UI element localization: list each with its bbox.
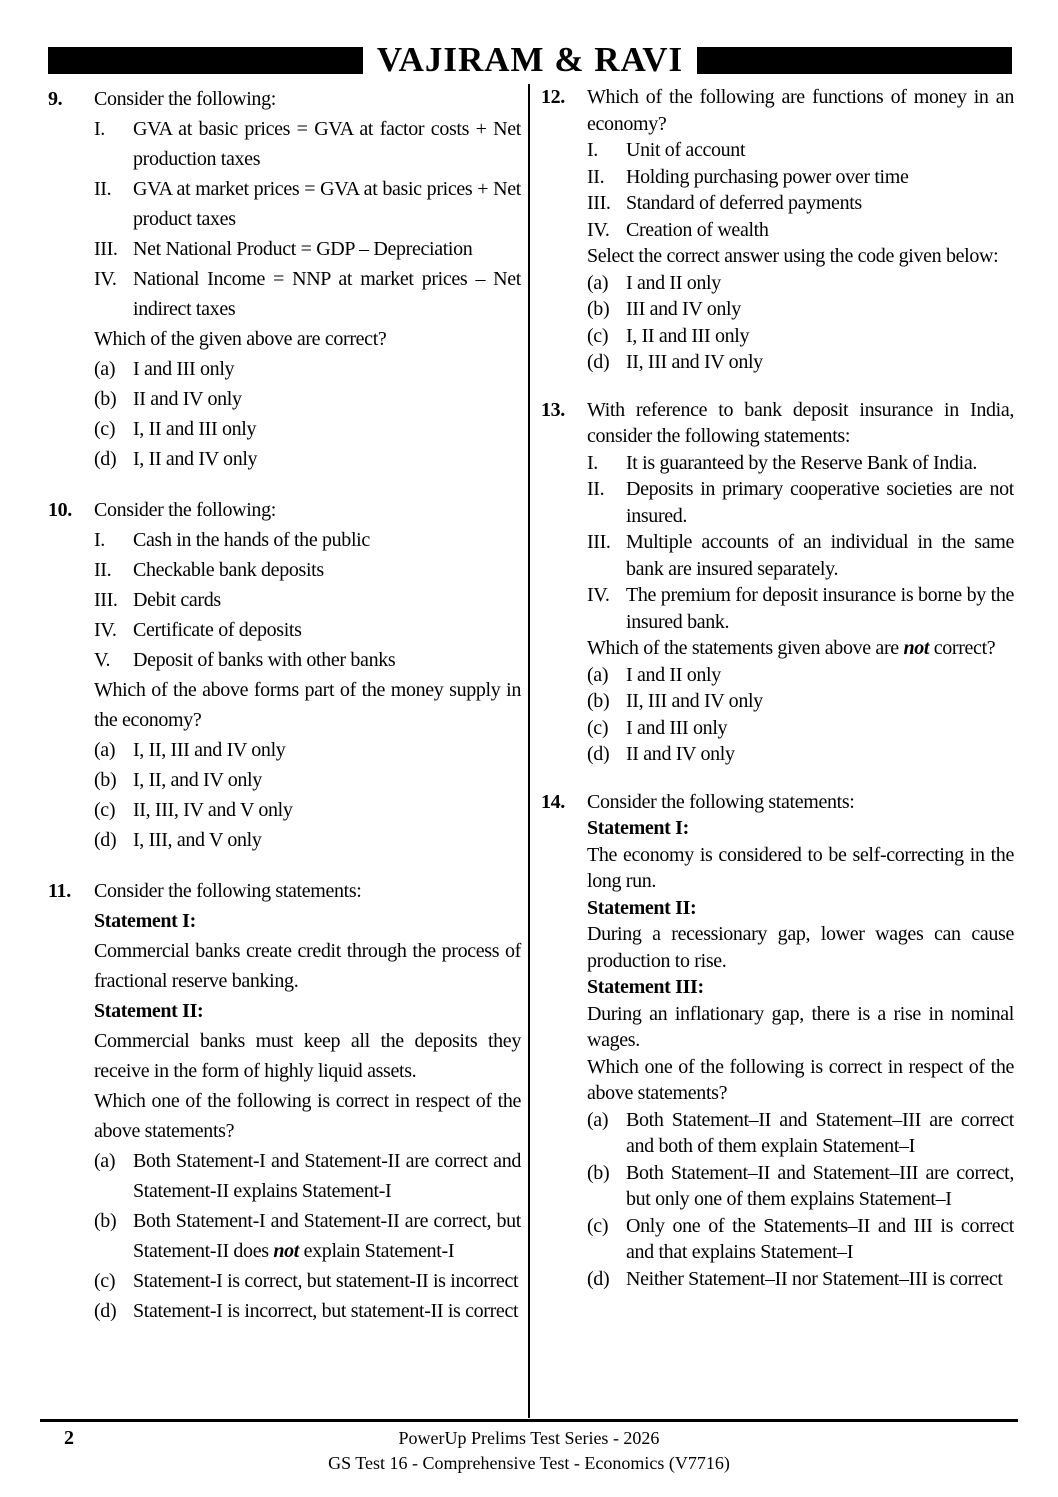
item-label: II. <box>587 478 605 500</box>
option-label: (a) <box>94 1150 116 1172</box>
paragraph <box>587 1054 1014 1107</box>
item-text <box>133 525 521 555</box>
list-item <box>587 476 1014 529</box>
text-run: Deposit of banks with other banks <box>133 649 396 671</box>
page-header <box>48 42 1012 78</box>
text-run: Both Statement–II and Statement–III are correct, but only one of them explains Statement–I <box>626 1161 1014 1210</box>
column-right <box>530 84 1014 1418</box>
text-run: Statement I: <box>94 910 196 932</box>
text-run: Statement II: <box>94 1000 204 1022</box>
text-run: Commercial banks create credit through the process of fractional reserve banking. <box>94 940 521 992</box>
item-label: I. <box>94 529 105 551</box>
option-label: (c) <box>587 1214 609 1237</box>
question-number: 9. <box>48 88 63 110</box>
paragraph <box>94 906 521 936</box>
answer-option <box>94 1296 521 1326</box>
list-item <box>587 164 1014 191</box>
item-label: II. <box>94 178 112 200</box>
option-text <box>626 296 1014 323</box>
text-run: Standard of deferred payments <box>626 192 862 214</box>
paragraph <box>587 842 1014 895</box>
text-run: I and II only <box>626 663 721 686</box>
item-label: IV. <box>94 268 117 290</box>
option-label: (b) <box>94 1210 117 1232</box>
text-run: Both Statement-I and Statement-II are correct and Statement-II explains Statement-I <box>133 1150 521 1202</box>
list-item <box>94 174 521 234</box>
text-run: Both Statement–II and Statement–III are correct and both of them explain Statement–I <box>626 1108 1014 1157</box>
question <box>48 876 521 1326</box>
text-run: Which one of the following is correct in respect of the above statements? <box>94 1090 521 1142</box>
option-label: (d) <box>94 448 117 470</box>
item-label: V. <box>94 649 111 671</box>
text-run: I, II and III only <box>133 418 257 440</box>
footer-rule <box>40 1419 1018 1422</box>
answer-option <box>587 296 1014 323</box>
item-text <box>626 529 1014 582</box>
option-text <box>626 349 1014 376</box>
question-body <box>94 84 521 474</box>
answer-option <box>94 1206 521 1266</box>
item-text <box>133 645 521 675</box>
text-run: II, III and IV only <box>626 351 763 373</box>
list-item <box>587 137 1014 164</box>
option-label: (b) <box>587 298 610 320</box>
question-number: 14. <box>541 790 565 813</box>
text-run: Commercial banks must keep all the deposits they receive in the form of highly liquid assets. <box>94 1030 521 1082</box>
text-run: II, III, IV and V only <box>133 799 293 821</box>
text-run: I, II and III only <box>626 324 750 347</box>
option-text <box>133 765 521 795</box>
option-text <box>626 1213 1014 1266</box>
text-run: Consider the following: <box>94 499 276 521</box>
item-text <box>133 174 521 234</box>
text-run: Debit cards <box>133 589 221 611</box>
item-text <box>626 450 1014 477</box>
list-item <box>94 585 521 615</box>
text-run: The premium for deposit insurance is borne by the insured bank. <box>626 584 1014 633</box>
text-run: Both Statement-I and Statement-II are correct, but Statement-II does <box>133 1210 521 1262</box>
item-label: I. <box>587 451 598 474</box>
text-run: I and II only <box>626 271 721 294</box>
text-run: Which of the given above are correct? <box>94 328 387 350</box>
item-text <box>133 615 521 645</box>
text-run: Statement-I is correct, but statement-II is incorrect <box>133 1270 519 1292</box>
option-label: (a) <box>587 271 609 294</box>
text-run: I, II, and IV only <box>133 769 262 791</box>
option-label: (d) <box>94 1300 117 1322</box>
header-right-bar <box>697 47 1012 74</box>
question <box>48 84 521 474</box>
text-run: Which of the above forms part of the money supply in the economy? <box>94 679 521 731</box>
answer-option <box>94 735 521 765</box>
option-label: (c) <box>587 324 609 347</box>
paragraph <box>94 1086 521 1146</box>
answer-option <box>587 1213 1014 1266</box>
paragraph <box>587 84 1014 137</box>
option-label: (c) <box>587 716 609 739</box>
answer-option <box>94 765 521 795</box>
answer-option <box>587 688 1014 715</box>
option-label: (d) <box>587 1267 610 1290</box>
option-text <box>626 270 1014 297</box>
text-run: correct? <box>929 637 996 659</box>
option-text <box>626 1266 1014 1293</box>
answer-option <box>94 354 521 384</box>
option-text <box>626 323 1014 350</box>
item-label: IV. <box>94 619 117 641</box>
option-label: (b) <box>94 388 117 410</box>
answer-option <box>587 662 1014 689</box>
text-run: explain Statement-I <box>298 1240 455 1262</box>
answer-option <box>587 741 1014 768</box>
text-run: GVA at market prices = GVA at basic prices + Net product taxes <box>133 178 521 230</box>
text-run: With reference to bank deposit insurance in India, consider the following statements: <box>587 398 1014 447</box>
option-text <box>133 795 521 825</box>
item-text <box>626 582 1014 635</box>
text-run: II and IV only <box>133 388 242 410</box>
header-left-bar <box>48 47 363 74</box>
text-run: I and III only <box>133 358 235 380</box>
paragraph <box>587 635 1014 662</box>
text-run: I, II, III and IV only <box>133 739 286 761</box>
list-item <box>94 525 521 555</box>
paragraph <box>94 936 521 996</box>
text-run: Neither Statement–II nor Statement–III is correct <box>626 1267 1003 1290</box>
option-text <box>626 715 1014 742</box>
option-text <box>133 1206 521 1266</box>
option-text <box>133 414 521 444</box>
list-item <box>94 234 521 264</box>
item-text <box>133 585 521 615</box>
question-body <box>587 84 1014 376</box>
text-run: Unit of account <box>626 139 746 161</box>
item-text <box>133 234 521 264</box>
option-text <box>133 825 521 855</box>
list-item <box>94 555 521 585</box>
text-run: II and IV only <box>626 743 735 765</box>
paragraph <box>587 789 1014 816</box>
question <box>541 397 1014 768</box>
question-body <box>94 495 521 855</box>
item-label: I. <box>94 118 105 140</box>
text-run: Checkable bank deposits <box>133 559 324 581</box>
list-item <box>94 615 521 645</box>
option-label: (c) <box>94 418 116 440</box>
item-label: II. <box>587 165 605 188</box>
option-label: (b) <box>94 769 117 791</box>
text-run: Only one of the Statements–II and III is correct and that explains Statement–I <box>626 1214 1014 1263</box>
item-label: I. <box>587 139 598 161</box>
answer-option <box>94 384 521 414</box>
text-run: During an inflationary gap, there is a rise in nominal wages. <box>587 1002 1014 1051</box>
text-run: Cash in the hands of the public <box>133 529 370 551</box>
text-run: Statement II: <box>587 896 697 919</box>
text-run: III and IV only <box>626 298 741 320</box>
paragraph <box>94 996 521 1026</box>
text-run: I and III only <box>626 716 728 739</box>
paragraph <box>94 675 521 735</box>
text-run: Statement I: <box>587 817 689 839</box>
option-label: (a) <box>587 1108 609 1131</box>
option-text <box>626 662 1014 689</box>
question-number: 12. <box>541 86 565 108</box>
paragraph <box>587 243 1014 270</box>
item-label: III. <box>94 589 118 611</box>
question-body <box>587 397 1014 768</box>
question <box>541 789 1014 1293</box>
answer-option <box>94 795 521 825</box>
question-body <box>587 789 1014 1293</box>
answer-option <box>94 1266 521 1296</box>
footer-series: PowerUp Prelims Test Series - 2026 <box>398 1428 660 1448</box>
paragraph <box>587 815 1014 842</box>
answer-option <box>94 444 521 474</box>
list-item <box>587 217 1014 244</box>
list-item <box>587 450 1014 477</box>
answer-option <box>587 1160 1014 1213</box>
list-item <box>587 582 1014 635</box>
question-columns <box>48 84 1014 1418</box>
item-text <box>626 190 1014 217</box>
item-label: III. <box>587 531 611 553</box>
item-label: II. <box>94 559 112 581</box>
text-run: Consider the following statements: <box>94 880 362 902</box>
text-run: I, III, and V only <box>133 829 262 851</box>
option-text <box>626 1160 1014 1213</box>
paragraph <box>587 895 1014 922</box>
question-body <box>94 876 521 1326</box>
question <box>541 84 1014 376</box>
item-text <box>626 476 1014 529</box>
paragraph <box>587 921 1014 974</box>
item-label: III. <box>94 238 118 260</box>
text-run: Certificate of deposits <box>133 619 302 641</box>
option-text <box>133 1146 521 1206</box>
text-run: Creation of wealth <box>626 218 769 241</box>
answer-option <box>94 414 521 444</box>
question-number: 10. <box>48 499 72 521</box>
option-text <box>626 688 1014 715</box>
paragraph <box>94 324 521 354</box>
option-label: (b) <box>587 1161 610 1184</box>
option-text <box>133 354 521 384</box>
item-text <box>626 137 1014 164</box>
item-text <box>626 164 1014 191</box>
text-run: It is guaranteed by the Reserve Bank of India. <box>626 451 978 474</box>
paragraph <box>587 974 1014 1001</box>
paragraph <box>587 1001 1014 1054</box>
text-run: Deposits in primary cooperative societies are not insured. <box>626 478 1014 527</box>
text-run: Which of the statements given above are <box>587 637 904 659</box>
text-run: Statement III: <box>587 976 704 998</box>
item-text <box>626 217 1014 244</box>
text-run: The economy is considered to be self-correcting in the long run. <box>587 843 1014 892</box>
answer-option <box>94 1146 521 1206</box>
text-run: not <box>903 637 930 659</box>
answer-option <box>587 715 1014 742</box>
list-item <box>94 114 521 174</box>
option-label: (d) <box>94 829 117 851</box>
text-run: Statement-I is incorrect, but statement-II is correct <box>133 1300 519 1322</box>
option-label: (d) <box>587 351 610 373</box>
option-label: (b) <box>587 690 610 712</box>
question <box>48 495 521 855</box>
option-label: (a) <box>587 663 609 686</box>
option-text <box>133 1266 521 1296</box>
paragraph <box>94 1026 521 1086</box>
item-text <box>133 555 521 585</box>
option-text <box>133 384 521 414</box>
item-text <box>133 264 521 324</box>
text-run: I, II and IV only <box>133 448 258 470</box>
text-run: During a recessionary gap, lower wages can cause production to rise. <box>587 923 1014 972</box>
answer-option <box>587 349 1014 376</box>
answer-option <box>587 1107 1014 1160</box>
list-item <box>587 190 1014 217</box>
option-text <box>133 1296 521 1326</box>
answer-option <box>587 323 1014 350</box>
list-item <box>94 264 521 324</box>
answer-option <box>587 1266 1014 1293</box>
paragraph <box>94 495 521 525</box>
text-run: Consider the following: <box>94 88 276 110</box>
text-run: Which one of the following is correct in respect of the above statements? <box>587 1055 1014 1104</box>
paragraph <box>94 84 521 114</box>
option-text <box>626 1107 1014 1160</box>
option-label: (a) <box>94 358 116 380</box>
paragraph <box>587 397 1014 450</box>
text-run: Consider the following statements: <box>587 790 855 813</box>
option-text <box>133 735 521 765</box>
option-text <box>133 444 521 474</box>
text-run: GVA at basic prices = GVA at factor costs + Net production taxes <box>133 118 521 170</box>
page-number: 2 <box>64 1427 74 1449</box>
option-label: (a) <box>94 739 116 761</box>
item-text <box>133 114 521 174</box>
item-label: IV. <box>587 218 610 241</box>
question-number: 11. <box>48 880 71 902</box>
text-run: Select the correct answer using the code given below: <box>587 245 999 267</box>
text-run: Multiple accounts of an individual in the same bank are insured separately. <box>626 531 1014 580</box>
list-item <box>94 645 521 675</box>
option-label: (c) <box>94 799 116 821</box>
question-number: 13. <box>541 398 565 421</box>
footer-test: GS Test 16 - Comprehensive Test - Economics (V7716) <box>328 1453 730 1473</box>
paragraph <box>94 876 521 906</box>
text-run: II, III and IV only <box>626 690 763 712</box>
list-item <box>587 529 1014 582</box>
option-label: (c) <box>94 1270 116 1292</box>
text-run: Which of the following are functions of money in an economy? <box>587 86 1014 135</box>
item-label: III. <box>587 192 611 214</box>
option-text <box>626 741 1014 768</box>
item-label: IV. <box>587 584 610 606</box>
option-label: (d) <box>587 743 610 765</box>
text-run: Net National Product = GDP – Depreciation <box>133 238 473 260</box>
column-left <box>48 84 528 1418</box>
text-run: not <box>273 1240 299 1262</box>
text-run: Holding purchasing power over time <box>626 165 909 188</box>
text-run: National Income = NNP at market prices – Net indirect taxes <box>133 268 521 320</box>
answer-option <box>587 270 1014 297</box>
answer-option <box>94 825 521 855</box>
page-title: VAJIRAM & RAVI <box>376 40 684 79</box>
